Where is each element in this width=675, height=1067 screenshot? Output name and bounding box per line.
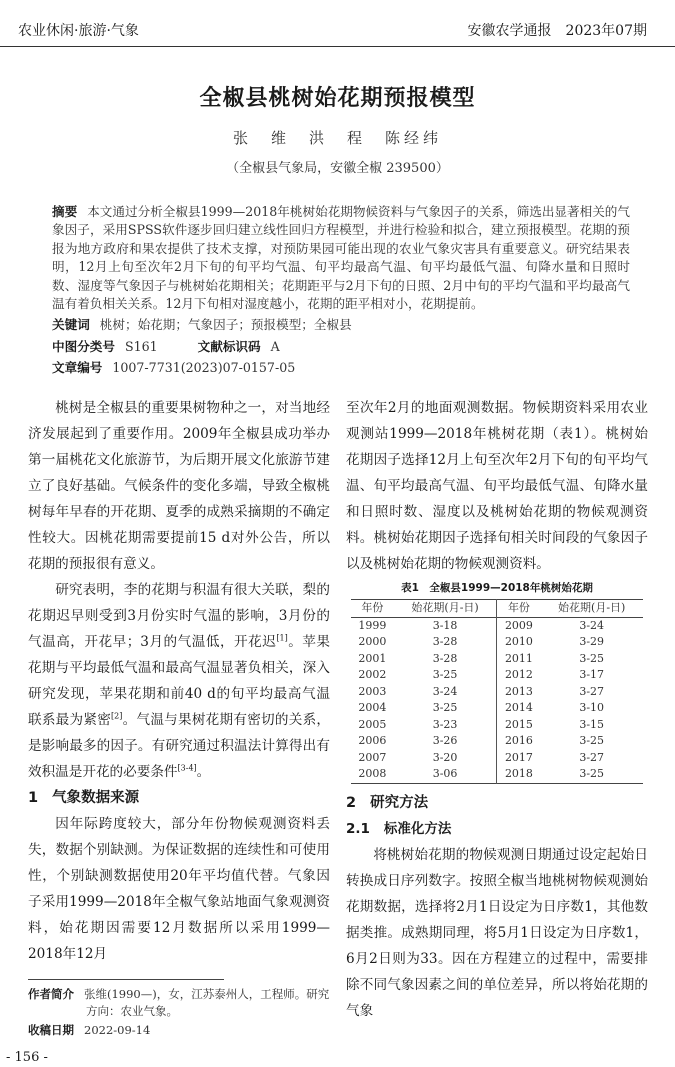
column-header: 年份 <box>361 601 384 614</box>
data-source-paragraph: 因年际跨度较大，部分年份物候观测资料丢失，数据个别缺测。为保证数据的连续性和可使用性，个别缺测数据使用20年平均值代替。气象因子采用1999—2018年全椒气象站地面气象观测资料，始花期因需要12月数据所以采用1999—2018年12月 <box>28 816 330 962</box>
bloom-date-cell: 3-28 <box>432 651 458 665</box>
intro-paragraph-1: 桃树是全椒县的重要果树物种之一，对当地经济发展起到了重要作用。2009年全椒县成功举办第一届桃花文化旅游节，为后期开展文化旅游节建立了良好基础。气候条件的变化多端，导致全椒桃树每年早春的开花期、夏季的成熟采摘期的不确定性较大。因桃花期需要提前15 d对外公告，所以花期的预报很有意义。 <box>28 400 330 572</box>
table-caption: 表1 全椒县1999—2018年桃树始花期 <box>401 582 593 594</box>
year-cell: 1999 <box>358 618 387 632</box>
clc-value: S161 <box>124 338 158 354</box>
table-row <box>351 766 643 783</box>
year-cell: 2004 <box>358 701 387 714</box>
year-cell: 2010 <box>497 634 540 651</box>
year-cell: 2012 <box>497 667 540 684</box>
column-header: 年份 <box>497 600 540 618</box>
subsection-heading-2-1 <box>346 816 648 842</box>
doc-code-value: A <box>270 338 280 354</box>
bloom-date-cell: 3-24 <box>432 684 458 698</box>
keywords-label: 关键词 <box>52 317 90 333</box>
bloom-date-table <box>351 599 643 784</box>
received-date-label: 收稿日期 <box>28 1023 74 1037</box>
bloom-date-cell: 3-25 <box>432 668 458 681</box>
bloom-date-cell: 3-28 <box>432 635 458 648</box>
journal-issue <box>468 20 647 40</box>
bloom-date-cell: 3-15 <box>579 717 605 731</box>
table-row <box>351 634 643 651</box>
bloom-date-cell: 3-25 <box>579 651 605 665</box>
clc-label: 中图分类号 <box>52 338 115 354</box>
bloom-date-cell: 3-25 <box>579 734 605 747</box>
section-name: 农业休闲·旅游·气象 <box>18 23 139 39</box>
left-column <box>6 395 331 1067</box>
bloom-date-cell: 3-26 <box>432 734 458 747</box>
keywords <box>52 316 630 334</box>
bloom-date-cell: 3-29 <box>579 635 605 648</box>
method-paragraph: 将桃树始花期的物候观测日期通过设定起始日转换成日序列数字。按照全椒当地桃树物候观测始花期数据，选择将2月1日设定为日序数1，其他数据类推。成熟期同理，将5月1日设定为日序数1，6月2日则为33。因在方程建立的过程中，需要排除不同气象因素之间的单位差异，所以将始花期的气象 <box>346 846 648 1019</box>
text: 。气温与果树花期有密切的关系，是影响最多的因子。有研究通过积温法计算得出有效积温是开花的必要条件 <box>28 712 331 780</box>
text: 研究表明，李的花期与积温有很大关联，梨的花期迟早则受到3月份实时气温的影响，3月份的气温高，开花早；3月的气温低，开花迟 <box>28 582 330 650</box>
bloom-date-cell: 3-06 <box>432 767 458 780</box>
table-row <box>351 750 643 767</box>
keywords-text: 桃树；始花期；气象因子；预报模型；全椒县 <box>99 317 352 333</box>
table-row <box>351 651 643 668</box>
column-header: 始花期(月-日) <box>558 601 626 614</box>
bloom-date-cell: 3-20 <box>432 750 458 764</box>
data-source-continued: 至次年2月的地面观测数据。物候期资料采用农业观测站1999—2018年桃树花期（表1）。桃树始花期因子选择12月上旬至次年2月下旬的旬平均气温、旬平均最高气温、旬平均最低气温、旬降水量和日照时数、湿度以及桃树始花期的物候观测资料。桃树始花期因子选择旬相关时间段的气象因子以及桃树始花期的物候观测资料。 <box>346 400 648 572</box>
bloom-date-cell: 3-23 <box>432 717 458 731</box>
bloom-date-cell: 3-10 <box>579 701 605 714</box>
citation[interactable]: [2] <box>111 711 123 721</box>
year-cell: 2017 <box>497 750 540 767</box>
table-row <box>351 733 643 750</box>
section-number: 1 <box>28 790 39 806</box>
table-row <box>351 684 643 701</box>
received-date-value: 2022-09-14 <box>84 1023 151 1037</box>
year-cell: 2001 <box>358 651 387 665</box>
classification <box>52 338 630 356</box>
bloom-date-cell: 3-18 <box>432 618 458 632</box>
article-number <box>52 359 630 377</box>
citation[interactable]: [1] <box>276 633 288 643</box>
column-header: 始花期(月-日) <box>411 601 479 614</box>
table-row <box>351 617 643 634</box>
year-cell: 2011 <box>497 651 540 668</box>
abstract <box>52 203 630 313</box>
issue: 2023年07期 <box>565 23 647 39</box>
year-cell: 2008 <box>358 767 387 780</box>
running-header <box>0 10 675 47</box>
bloom-date-cell: 3-25 <box>579 767 605 780</box>
doc-code-label: 文献标识码 <box>197 338 261 354</box>
text: 。 <box>196 764 211 780</box>
year-cell: 2015 <box>497 717 540 734</box>
year-cell: 2000 <box>358 635 387 648</box>
table-row <box>351 700 643 717</box>
year-cell: 2009 <box>497 617 540 634</box>
year-cell: 2002 <box>358 668 387 681</box>
bloom-date-cell: 3-25 <box>432 701 458 714</box>
abstract-text: 本文通过分析全椒县1999—2018年桃树始花期物候资料与气象因子的关系，筛选出显著相关的气象因子，采用SPSS软件逐步回归建立线性回归方程模型，并进行检验和拟合，建立预报模型。花期的预报为地方政府和果农提供了技术支撑，对预防果园可能出现的农业气象灾害具有重要意义。研究结果表明，12月上旬至次年2月下旬的旬平均气温、旬平均最高气温、旬平均最低气温、旬降水量和日照时数、湿度等气象因子与桃树始花期相关；花期距平与2月下旬的日照、2月中旬的平均气温和平均最高气温有着负相关关系。12月下旬相对湿度越小，花期的距平相对小，花期提前。 <box>52 204 630 312</box>
article-number-label: 文章编号 <box>52 360 103 376</box>
paper-title: 全椒县桃树始花期预报模型 <box>199 86 476 111</box>
section-title: 标准化方法 <box>383 820 452 837</box>
year-cell: 2014 <box>497 700 540 717</box>
year-cell: 2003 <box>358 684 387 698</box>
received-date <box>28 1022 330 1039</box>
intro-paragraph-2 <box>28 577 330 785</box>
citation[interactable]: [3-4] <box>177 763 197 773</box>
year-cell: 2013 <box>497 684 540 701</box>
abstract-label: 摘要 <box>52 204 78 219</box>
author-bio-label: 作者简介 <box>28 987 74 1001</box>
section-number: 2 <box>346 794 357 811</box>
table-header-row <box>351 600 643 618</box>
section-title: 气象数据来源 <box>52 790 140 806</box>
year-cell: 2005 <box>358 717 387 731</box>
author-bio-text: 张维(1990—)，女，江苏泰州人，工程师。研究方向：农业气象。 <box>84 987 330 1018</box>
year-cell: 2016 <box>497 733 540 750</box>
article-number-value: 1007-7731(2023)07-0157-05 <box>112 360 296 376</box>
right-column <box>346 395 648 1024</box>
table-row <box>351 667 643 684</box>
section-number: 2.1 <box>346 820 370 837</box>
bloom-date-cell: 3-24 <box>579 618 605 632</box>
author-bio <box>28 986 330 1020</box>
text: 。苹果花期与平均最低气温和最高气温显著负相关，深入研究发现，苹果花期和前40 d的旬平均最高气温联系最为紧密 <box>28 634 331 728</box>
journal-name: 安徽农学通报 <box>467 23 552 39</box>
bloom-date-cell: 3-17 <box>579 668 605 681</box>
section-title: 研究方法 <box>370 794 429 811</box>
bloom-date-cell: 3-27 <box>579 684 605 698</box>
section-heading-1 <box>28 785 330 811</box>
authors: 张 维 洪 程 陈经纬 <box>232 129 442 147</box>
section-heading-2 <box>346 790 648 816</box>
abstract-block <box>52 203 630 378</box>
page-number: - 156 - <box>6 1050 48 1065</box>
affiliation: （全椒县气象局，安徽全椒 239500） <box>226 161 449 176</box>
year-cell: 2006 <box>358 734 387 747</box>
year-cell: 2018 <box>497 766 540 783</box>
year-cell: 2007 <box>358 750 387 764</box>
bloom-date-cell: 3-27 <box>579 750 605 764</box>
table-row <box>351 717 643 734</box>
footnote-divider <box>28 979 224 980</box>
